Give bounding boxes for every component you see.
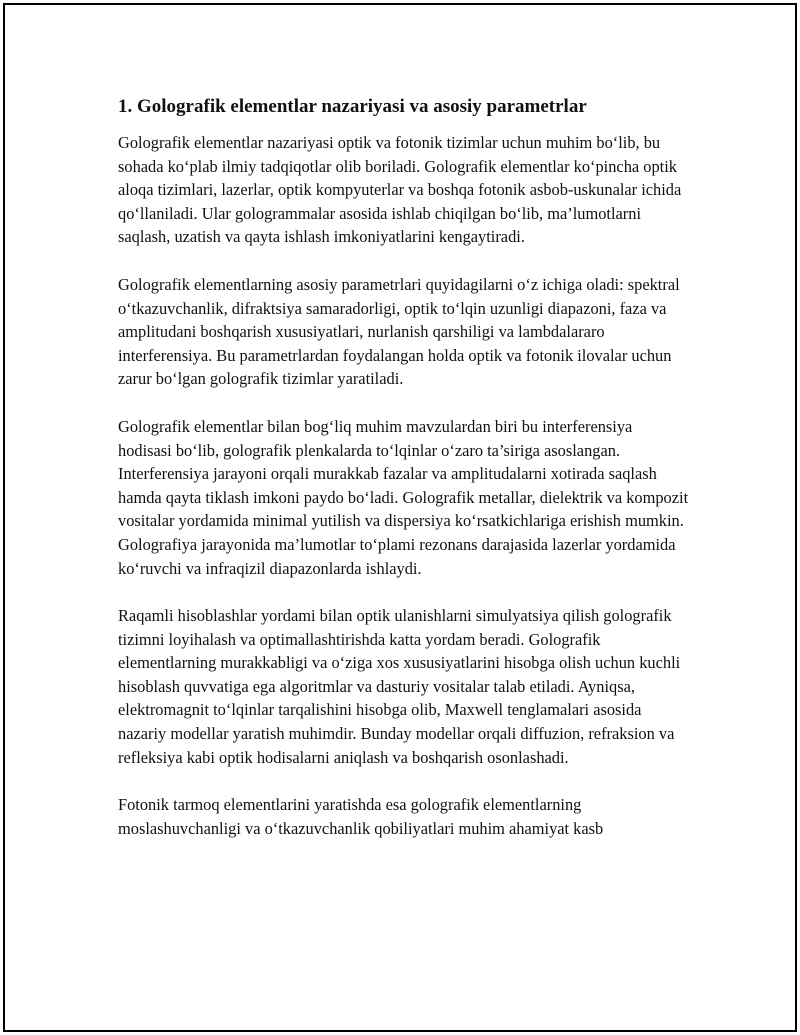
paragraph-1: Golografik elementlar nazariyasi optik va fotonik tizimlar uchun muhim bo‘lib, bu sohada ko‘plab ilmiy tadqiqotlar olib boriladi. Golografik elementlar ko‘pincha optik aloqa tizimlari, lazerlar, optik kompyuterlar va boshqa fotonik asbob-uskunalar ichida qo‘llaniladi. Ular gologrammalar asosida ishlab chiqilgan bo‘lib, ma’lumotlarni saqlash, uzatish va qayta ishlash imkoniyatlarini kengaytiradi.: [118, 133, 682, 247]
paragraph-2: Golografik elementlarning asosiy parametrlari quyidagilarni o‘z ichiga oladi: spektral o‘tkazuvchanlik, difraktsiya samaradorligi, optik to‘lqin uzunligi diapazoni, faza va amplitudani boshqarish xususiyatlari, nurlanish qarshiligi va lambdalararo interferensiya. Bu parametrlardan foydalangan holda optik va fotonik ilovalar uchun zarur bo‘lgan golografik tizimlar yaratiladi.: [118, 274, 680, 389]
section-heading: 1. Golografik elementlar nazariyasi va asosiy parametrlar: [118, 96, 587, 117]
paragraph-4: Raqamli hisoblashlar yordami bilan optik ulanishlarni simulyatsiya qilish golografik tizimni loyihalash va optimallashtirishda katta yordam beradi. Golografik elementlarning murakkabligi va o‘ziga xos xususiyatlarini hisobga olish uchun kuchli hisoblash quvvatiga ega algoritmlar va dasturiy vositalar talab etiladi. Ayniqsa, elektromagnit to‘lqinlar tarqalishini hisobga olib, Maxwell tenglamalari asosida nazariy modellar yaratish muhimdir. Bunday modellar orqali diffuzion, refraksion va refleksiya kabi optik hodisalarni aniqlash va boshqarish osonlashadi.: [118, 606, 681, 767]
paragraph-5: Fotonik tarmoq elementlarini yaratishda esa golografik elementlarning moslashuvchanligi va o‘tkazuvchanlik qobiliyatlari muhim ahamiyat kasb: [118, 795, 604, 838]
paragraph-3: Golografik elementlar bilan bog‘liq muhim mavzulardan biri bu interferensiya hodisasi bo‘lib, golografik plenkalarda to‘lqinlar o‘zaro ta’siriga asoslangan. Interferensiya jarayoni orqali murakkab fazalar va amplitudalarni xotirada saqlash hamda qayta tiklash imkoni paydo bo‘ladi. Golografik metallar, dielektrik va kompozit vositalar yordamida minimal yutilish va dispersiya ko‘rsatkichlariga erishish mumkin. Golografiya jarayonida ma’lumotlar to‘plami rezonans darajasida lazerlar yordamida ko‘ruvchi va infraqizil diapazonlarda ishlaydi.: [118, 416, 689, 578]
document-body: [118, 95, 690, 864]
